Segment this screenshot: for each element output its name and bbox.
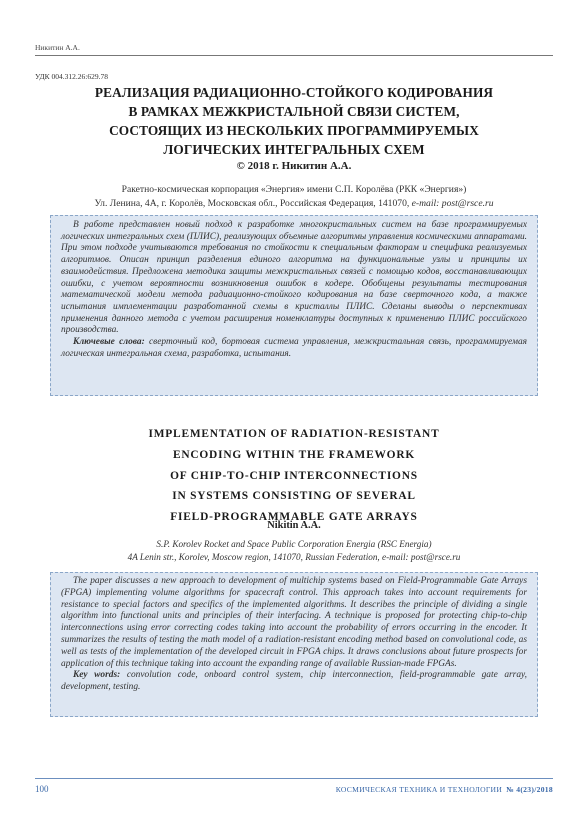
ru-affiliation-line1: Ракетно-космическая корпорация «Энергия» имени С.П. Королёва (РКК «Энергия») (121, 184, 467, 195)
running-head-author: Никитин А.А. (35, 43, 80, 52)
en-abstract-box (50, 572, 538, 717)
journal-title: КОСМИЧЕСКАЯ ТЕХНИКА И ТЕХНОЛОГИИ (335, 785, 503, 794)
footer-divider (35, 778, 553, 779)
ru-keywords-label: Ключевые слова: (73, 337, 145, 348)
en-abstract-text: The paper discusses a new approach to development of multichip systems based on Field-Programmable Gate Arrays (FPGA) implementing volume algorithms for spacecraft control. This approach takes into account requirements for resistance to special factors and specifics of the implemented algorithms. It describes the principle of dividing a single algorithm into functional units and principles of their interfacing. A technique is proposed for protecting chip-to-chip interconnections using error correcting codes taking into account the probability of errors occurring in the encoder. It summarizes the results of testing the math model of a radiation-resistant encoding method based on convolutional code, as well as tests of the implementation of the developed circuit in FPGA chips. It draws conclusions about future prospects for application of this technique taking into account the expanding range of available Russian-made FPGAs. (61, 576, 527, 669)
ru-author: © 2018 г. Никитин А.А. (236, 160, 352, 172)
journal-issue: № 4(23)/2018 (506, 785, 553, 794)
header-divider (35, 55, 553, 56)
ru-affiliation-line2 (20, 197, 568, 211)
ru-keywords (61, 337, 527, 360)
en-affiliation-line1: S.P. Korolev Rocket and Space Public Corporation Energia (RSC Energia) (156, 539, 432, 549)
page-number: 100 (35, 784, 49, 794)
en-author: Nikitin A.A. (267, 520, 321, 531)
en-keywords (61, 670, 527, 694)
en-title-line: IMPLEMENTATION OF RADIATION-RESISTANT (148, 428, 440, 440)
ru-title (40, 83, 548, 159)
udc-code: УДК 004.312.26:629.78 (35, 72, 109, 81)
en-title (40, 424, 548, 528)
ru-title-line: В РАМКАХ МЕЖКРИСТАЛЬНОЙ СВЯЗИ СИСТЕМ, (128, 104, 460, 119)
ru-title-line: ЛОГИЧЕСКИХ ИНТЕГРАЛЬНЫХ СХЕМ (163, 142, 425, 157)
ru-keywords-text: сверточный код, бортовая система управления, межкристальная связь, программируемая логическая интегральная схема, разработка, испытания. (61, 337, 527, 359)
en-title-line: IN SYSTEMS CONSISTING OF SEVERAL (172, 490, 416, 503)
ru-title-line: РЕАЛИЗАЦИЯ РАДИАЦИОННО-СТОЙКОГО КОДИРОВАНИЯ (94, 85, 494, 100)
en-affiliation (20, 538, 568, 564)
ru-title-line: СОСТОЯЩИХ ИЗ НЕСКОЛЬКИХ ПРОГРАММИРУЕМЫХ (109, 123, 479, 138)
ru-address: Ул. Ленина, 4А, г. Королёв, Московская обл., Российская Федерация, 141070, (94, 197, 412, 209)
ru-affiliation (20, 183, 568, 210)
ru-abstract-box (50, 215, 538, 396)
en-keywords-text: convolution code, onboard control system, chip interconnection, field-programmable gate array, development, testing. (61, 670, 528, 693)
ru-email: e-mail: post@rsce.ru (411, 197, 494, 209)
en-affiliation-line2: 4A Lenin str., Korolev, Moscow region, 141070, Russian Federation, e-mail: post@rsce.ru (127, 552, 461, 563)
en-title-line: OF CHIP-TO-CHIP INTERCONNECTIONS (170, 469, 418, 482)
en-keywords-label: Key words: (73, 670, 121, 681)
en-title-line: FIELD-PROGRAMMABLE GATE ARRAYS (170, 511, 418, 524)
journal-name (336, 785, 553, 794)
en-title-line: ENCODING WITHIN THE FRAMEWORK (172, 448, 416, 461)
ru-abstract-text: В работе представлен новый подход к разработке многокристальных систем на базе программируемых логических интегральных схем (ПЛИС), реализующих объемные алгоритмы управления космическими аппаратами. При этом подходе учитываются требования по стойкости к специальным факторам и специфика реализуемых алгоритмов. Описан принцип разделения единого алгоритма на функциональные узлы и принципы их взаимодействия. Предложена методика защиты межкристальных связей с помощью кодов, восстанавливающих ошибки, с учетом вероятности возникновения ошибок в кодере. Обобщены результаты тестирования математической модели метода радиационно-стойкого кодирования на базе сверточного кода, а также испытания имплементации разработанной схемы в кристаллы ПЛИС. Сделаны выводы о перспективах применения данного метода с учетом расширения номенклатуры доступных к применению ПЛИС российского производства. (61, 220, 527, 336)
